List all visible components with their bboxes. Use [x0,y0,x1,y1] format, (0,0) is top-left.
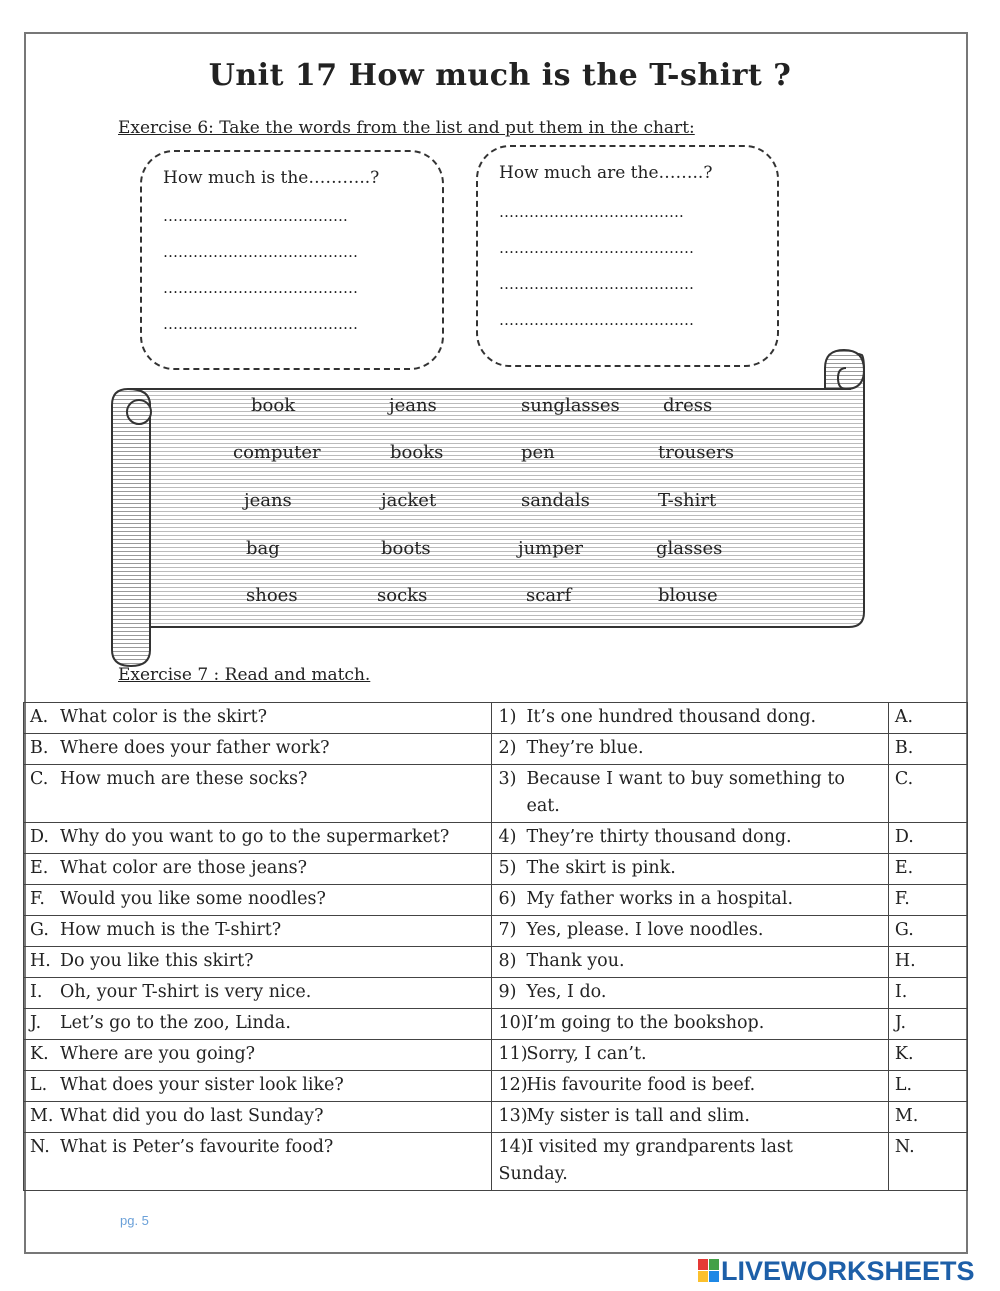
question-letter: A. [30,707,49,727]
answer-number: 9) [498,982,517,1002]
word-item[interactable]: shoes [246,585,298,606]
question-cell [24,1071,492,1102]
answer-number: 1) [498,707,517,727]
answer-number: 2) [498,738,517,758]
table-row [24,765,968,823]
question-cell [24,823,492,854]
answer-key-cell[interactable]: L. [888,1071,967,1102]
question-cell [24,885,492,916]
answer-key-cell[interactable]: B. [888,734,967,765]
question-text: Let’s go to the zoo, Linda. [60,1013,291,1033]
word-item[interactable]: sandals [521,490,590,511]
word-item[interactable]: pen [521,442,555,463]
answer-key-cell[interactable]: N. [888,1133,967,1191]
answer-cell [492,823,888,854]
logo-badge-icon [697,1258,721,1284]
word-item[interactable]: book [251,395,296,416]
answer-key-cell[interactable]: K. [888,1040,967,1071]
answer-cell [492,1040,888,1071]
question-text: What did you do last Sunday? [60,1106,324,1126]
table-row [24,947,968,978]
question-text: What is Peter’s favourite food? [60,1137,334,1157]
question-text: Where are you going? [60,1044,256,1064]
word-item[interactable]: socks [377,585,428,606]
question-cell [24,1133,492,1191]
question-cell [24,765,492,823]
question-cell [24,916,492,947]
table-row [24,978,968,1009]
question-letter: F. [30,889,45,909]
logo-text: LIVEWORKSHEETS [721,1255,975,1286]
question-cell [24,854,492,885]
question-letter: B. [30,738,49,758]
word-item[interactable]: blouse [658,585,718,606]
box-left-line[interactable]: ………………………………… [163,243,358,261]
box-right-line[interactable]: ………………………………… [499,275,694,293]
box-left-line[interactable]: ………………………………. [163,207,348,225]
answer-key-cell[interactable]: C. [888,765,967,823]
answer-cell [492,765,888,823]
exercise-7-heading: Exercise 7 : Read and match. [118,665,371,685]
answer-key-cell[interactable]: D. [888,823,967,854]
box-right-question: How much are the……..? [499,163,713,183]
table-row [24,1009,968,1040]
question-text: What color is the skirt? [60,707,268,727]
word-item[interactable]: dress [663,395,713,416]
answer-text-continued: Sunday. [498,1164,568,1184]
table-row [24,885,968,916]
word-item[interactable]: scarf [526,585,572,606]
answer-text: My sister is tall and slim. [526,1106,750,1126]
table-row [24,916,968,947]
answer-cell [492,703,888,734]
table-row [24,1071,968,1102]
question-cell [24,703,492,734]
box-right-line[interactable]: ………………………………… [499,311,694,329]
question-cell [24,1102,492,1133]
question-cell [24,1009,492,1040]
answer-number: 11) [498,1044,528,1064]
table-row [24,734,968,765]
answer-number: 4) [498,827,517,847]
word-item[interactable]: computer [233,442,321,463]
page-number: pg. 5 [120,1213,149,1228]
table-row [24,1102,968,1133]
question-text: How much is the T-shirt? [60,920,282,940]
question-cell [24,947,492,978]
answer-cell [492,1071,888,1102]
table-row [24,854,968,885]
answer-cell [492,1102,888,1133]
question-letter: H. [30,951,51,971]
answer-text: I visited my grandparents last [526,1137,793,1157]
answer-text: Because I want to buy something to [526,769,845,789]
box-right-line[interactable]: ………………………………. [499,203,684,221]
answer-text: It’s one hundred thousand dong. [526,707,817,727]
answer-key-cell[interactable]: M. [888,1102,967,1133]
answer-cell [492,978,888,1009]
exercise-6-heading: Exercise 6: Take the words from the list and put them in the chart: [118,118,695,138]
question-text: What color are those jeans? [60,858,307,878]
word-item[interactable]: books [390,442,444,463]
answer-key-cell[interactable]: J. [888,1009,967,1040]
word-item[interactable]: jumper [518,538,584,559]
question-cell [24,734,492,765]
answer-key-cell[interactable]: F. [888,885,967,916]
answer-number: 14) [498,1137,528,1157]
word-item[interactable]: jeans [389,395,437,416]
answer-text-continued: eat. [526,796,560,816]
word-item[interactable]: sunglasses [521,395,620,416]
question-letter: E. [30,858,49,878]
page-title: Unit 17 How much is the T-shirt ? [208,58,792,93]
answer-number: 13) [498,1106,528,1126]
question-text: Oh, your T-shirt is very nice. [60,982,312,1002]
matching-table [23,702,968,1191]
question-letter: M. [30,1106,54,1126]
box-right-line[interactable]: ………………………………… [499,239,694,257]
table-row [24,703,968,734]
answer-key-cell[interactable]: A. [888,703,967,734]
question-letter: I. [30,982,43,1002]
word-item[interactable]: glasses [656,538,723,559]
answer-text: I’m going to the bookshop. [526,1013,765,1033]
answer-number: 8) [498,951,517,971]
answer-cell [492,947,888,978]
word-item[interactable]: jeans [244,490,292,511]
question-letter: J. [30,1013,42,1033]
question-letter: G. [30,920,49,940]
answer-cell [492,916,888,947]
word-item[interactable]: jacket [381,490,437,511]
answer-key-cell[interactable]: I. [888,978,967,1009]
question-cell [24,978,492,1009]
word-item[interactable]: T-shirt [658,490,717,511]
table-row [24,823,968,854]
table-row [24,1040,968,1071]
answer-key-cell[interactable]: H. [888,947,967,978]
box-left-question: How much is the………..? [163,168,380,188]
question-letter: L. [30,1075,48,1095]
answer-text: His favourite food is beef. [526,1075,756,1095]
question-letter: K. [30,1044,49,1064]
answer-text: Yes, please. I love noodles. [526,920,764,940]
answer-text: They’re thirty thousand dong. [526,827,792,847]
answer-text: Thank you. [526,951,625,971]
question-text: What does your sister look like? [60,1075,344,1095]
answer-cell [492,734,888,765]
question-letter: D. [30,827,49,847]
question-letter: C. [30,769,49,789]
answer-number: 7) [498,920,517,940]
answer-number: 10) [498,1013,528,1033]
question-text: Where does your father work? [60,738,330,758]
answer-text: The skirt is pink. [526,858,676,878]
table-row [24,1133,968,1191]
question-text: Why do you want to go to the supermarket? [60,827,450,847]
question-text: Would you like some noodles? [60,889,326,909]
question-text: Do you like this skirt? [60,951,254,971]
liveworksheets-logo [697,1256,975,1286]
answer-cell [492,854,888,885]
answer-text: Sorry, I can’t. [526,1044,647,1064]
answer-text: They’re blue. [526,738,644,758]
answer-cell [492,1133,888,1191]
box-left-line[interactable]: ………………………………… [163,279,358,297]
answer-number: 12) [498,1075,528,1095]
question-letter: N. [30,1137,50,1157]
word-item[interactable]: trousers [658,442,734,463]
question-cell [24,1040,492,1071]
word-item[interactable]: bag [246,538,280,559]
answer-text: Yes, I do. [526,982,607,1002]
answer-number: 6) [498,889,517,909]
answer-cell [492,885,888,916]
answer-key-cell[interactable]: G. [888,916,967,947]
box-left-line[interactable]: ………………………………… [163,315,358,333]
answer-number: 3) [498,769,517,789]
word-item[interactable]: boots [381,538,431,559]
answer-text: My father works in a hospital. [526,889,794,909]
answer-cell [492,1009,888,1040]
question-text: How much are these socks? [60,769,308,789]
answer-key-cell[interactable]: E. [888,854,967,885]
answer-number: 5) [498,858,517,878]
